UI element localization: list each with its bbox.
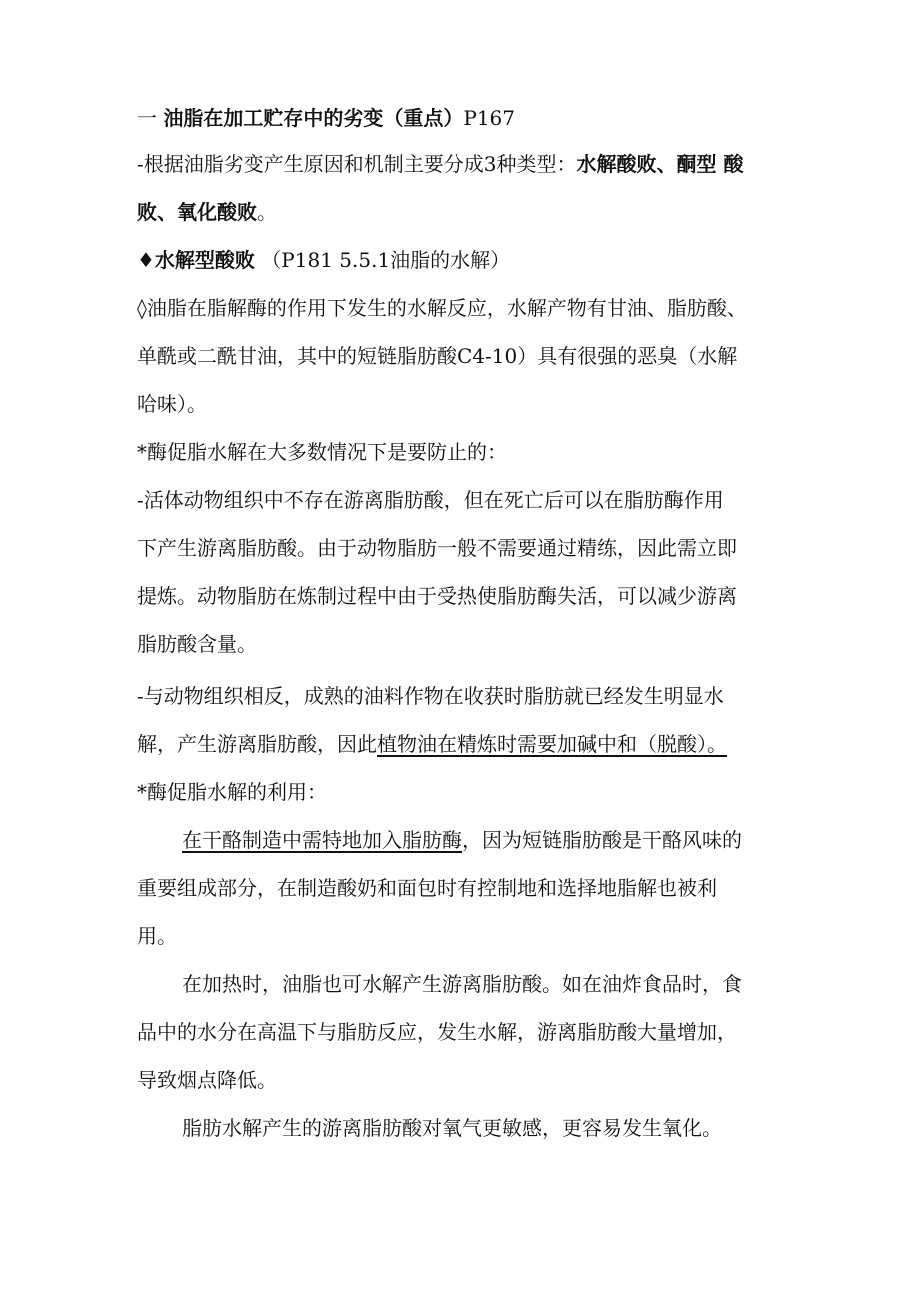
cheese-text: ，因为短链脂肪酸是干酪风味的 [462, 828, 742, 852]
intro-line-1 [137, 150, 743, 178]
heading-number: 一 [137, 106, 164, 130]
paragraph-line: -与动物组织相反，成熟的油料作物在收获时脂肪就已经发生明显水 [137, 684, 724, 708]
plant-text: 解，产生游离脂肪酸，因此 [137, 732, 377, 756]
intro-text: -根据油脂劣变产生原因和机制主要分成3种类型： [137, 152, 577, 176]
paragraph-line: 品中的水分在高温下与脂肪反应，发生水解，游离脂肪酸大量增加， [137, 1020, 737, 1044]
paragraph-line: 重要组成部分，在制造酸奶和面包时有控制地和选择地脂解也被利 [137, 876, 717, 900]
utilization-title: *酶促脂水解的利用： [137, 780, 327, 804]
plant-underlined-text: 植物油在精炼时需要加碱中和（脱酸）。 [377, 732, 727, 756]
intro-types-bold: 水解酸败、酮型 酸 [576, 152, 744, 176]
paragraph-line: ◊油脂在脂解酶的作用下发生的水解反应，水解产物有甘油、脂肪酸、 [137, 296, 747, 320]
paragraph-line: 脂肪水解产生的游离脂肪酸对氧气更敏感，更容易发生氧化。 [182, 1116, 722, 1140]
paragraph-line: 哈味）。 [137, 392, 207, 416]
paragraph-line: 脂肪酸含量。 [137, 632, 257, 656]
heading-page-ref: P167 [463, 106, 515, 130]
paragraph-line: 下产生游离脂肪酸。由于动物脂肪一般不需要通过精练，因此需立即 [137, 536, 737, 560]
paragraph-line: 在加热时，油脂也可水解产生游离脂肪酸。如在油炸食品时，食 [182, 972, 742, 996]
intro-types-bold-cont: 败、氧化酸败 [137, 200, 257, 224]
heading-title: 油脂在加工贮存中的劣变（重点） [163, 106, 464, 130]
subsection-ref: （P181 5.5.1油脂的水解） [254, 248, 511, 272]
intro-end: 。 [257, 200, 277, 224]
subsection-title: ♦水解型酸败 [137, 248, 255, 272]
subsection-hydrolytic-heading [137, 246, 510, 274]
paragraph-line: 提炼。动物脂肪在炼制过程中由于受热使脂肪酶失活，可以减少游离 [137, 584, 737, 608]
paragraph-line-plant [137, 730, 727, 758]
section-heading [137, 104, 515, 132]
paragraph-line: 导致烟点降低。 [137, 1068, 277, 1092]
cheese-underlined-text: 在干酪制造中需特地加入脂肪酶 [182, 828, 462, 852]
paragraph-line-cheese [182, 826, 742, 854]
paragraph-line: 单酰或二酰甘油，其中的短链脂肪酸C4-10）具有很强的恶臭（水解 [137, 344, 738, 368]
prevention-title: *酶促脂水解在大多数情况下是要防止的： [137, 440, 507, 464]
paragraph-line: 用。 [137, 924, 177, 948]
paragraph-line: -活体动物组织中不存在游离脂肪酸，但在死亡后可以在脂肪酶作用 [137, 488, 724, 512]
intro-line-2 [137, 198, 277, 226]
